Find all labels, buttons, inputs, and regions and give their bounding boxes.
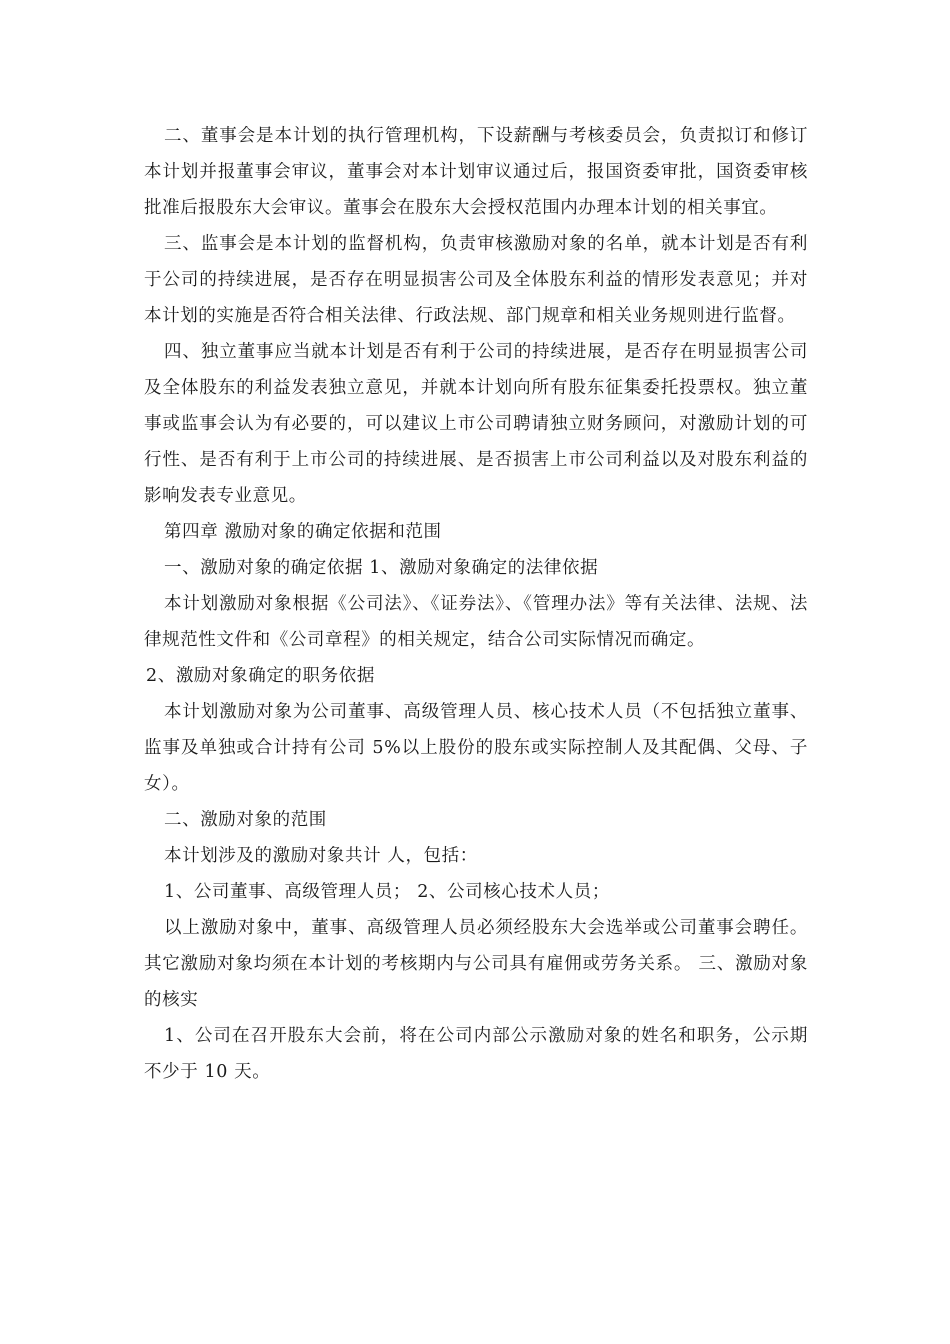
paragraph-scope-count: 本计划涉及的激励对象共计 人，包括： — [164, 846, 478, 866]
section-heading-basis: 一、激励对象的确定依据 1、激励对象确定的法律依据 — [164, 558, 599, 578]
paragraph-duty-basis: 本计划激励对象为公司董事、高级管理人员、核心技术人员（不包括独立董事、监事及单独或合计持有公司 5%以上股份的股东或实际控制人及其配偶、父母、子女）。 — [144, 702, 808, 794]
paragraph-legal-basis: 本计划激励对象根据《公司法》、《证券法》、《管理办法》等有关法律、法规、法律规范性文件和《公司章程》的相关规定，结合公司实际情况而确定。 — [144, 594, 808, 650]
subsection-heading-duty-basis: 2、激励对象确定的职务依据 — [146, 666, 375, 686]
document-body — [144, 118, 808, 1090]
paragraph-board-of-directors: 二、董事会是本计划的执行管理机构，下设薪酬与考核委员会，负责拟订和修订本计划并报董事会审议，董事会对本计划审议通过后，报国资委审批，国资委审核批准后报股东大会审议。董事会在股东大会授权范围内办理本计划的相关事宜。 — [144, 126, 808, 218]
paragraph-supervisory-board: 三、监事会是本计划的监督机构，负责审核激励对象的名单，就本计划是否有利于公司的持续进展，是否存在明显损害公司及全体股东利益的情形发表意见；并对本计划的实施是否符合相关法律、行政法规、部门规章和相关业务规则进行监督。 — [144, 234, 808, 326]
paragraph-publicity: 1、公司在召开股东大会前，将在公司内部公示激励对象的姓名和职务，公示期不少于 10 天。 — [144, 1026, 808, 1082]
paragraph-scope-list: 1、公司董事、高级管理人员； 2、公司核心技术人员； — [164, 882, 610, 902]
section-heading-scope: 二、激励对象的范围 — [164, 810, 327, 830]
paragraph-appointment: 以上激励对象中，董事、高级管理人员必须经股东大会选举或公司董事会聘任。其它激励对象均须在本计划的考核期内与公司具有雇佣或劳务关系。 三、激励对象的核实 — [144, 918, 808, 1010]
paragraph-independent-directors: 四、独立董事应当就本计划是否有利于公司的持续进展，是否存在明显损害公司及全体股东的利益发表独立意见，并就本计划向所有股东征集委托投票权。独立董事或监事会认为有必要的，可以建议上市公司聘请独立财务顾问，对激励计划的可行性、是否有利于上市公司的持续进展、是否损害上市公司利益以及对股东利益的影响发表专业意见。 — [144, 342, 808, 506]
chapter-heading: 第四章 激励对象的确定依据和范围 — [164, 522, 442, 542]
